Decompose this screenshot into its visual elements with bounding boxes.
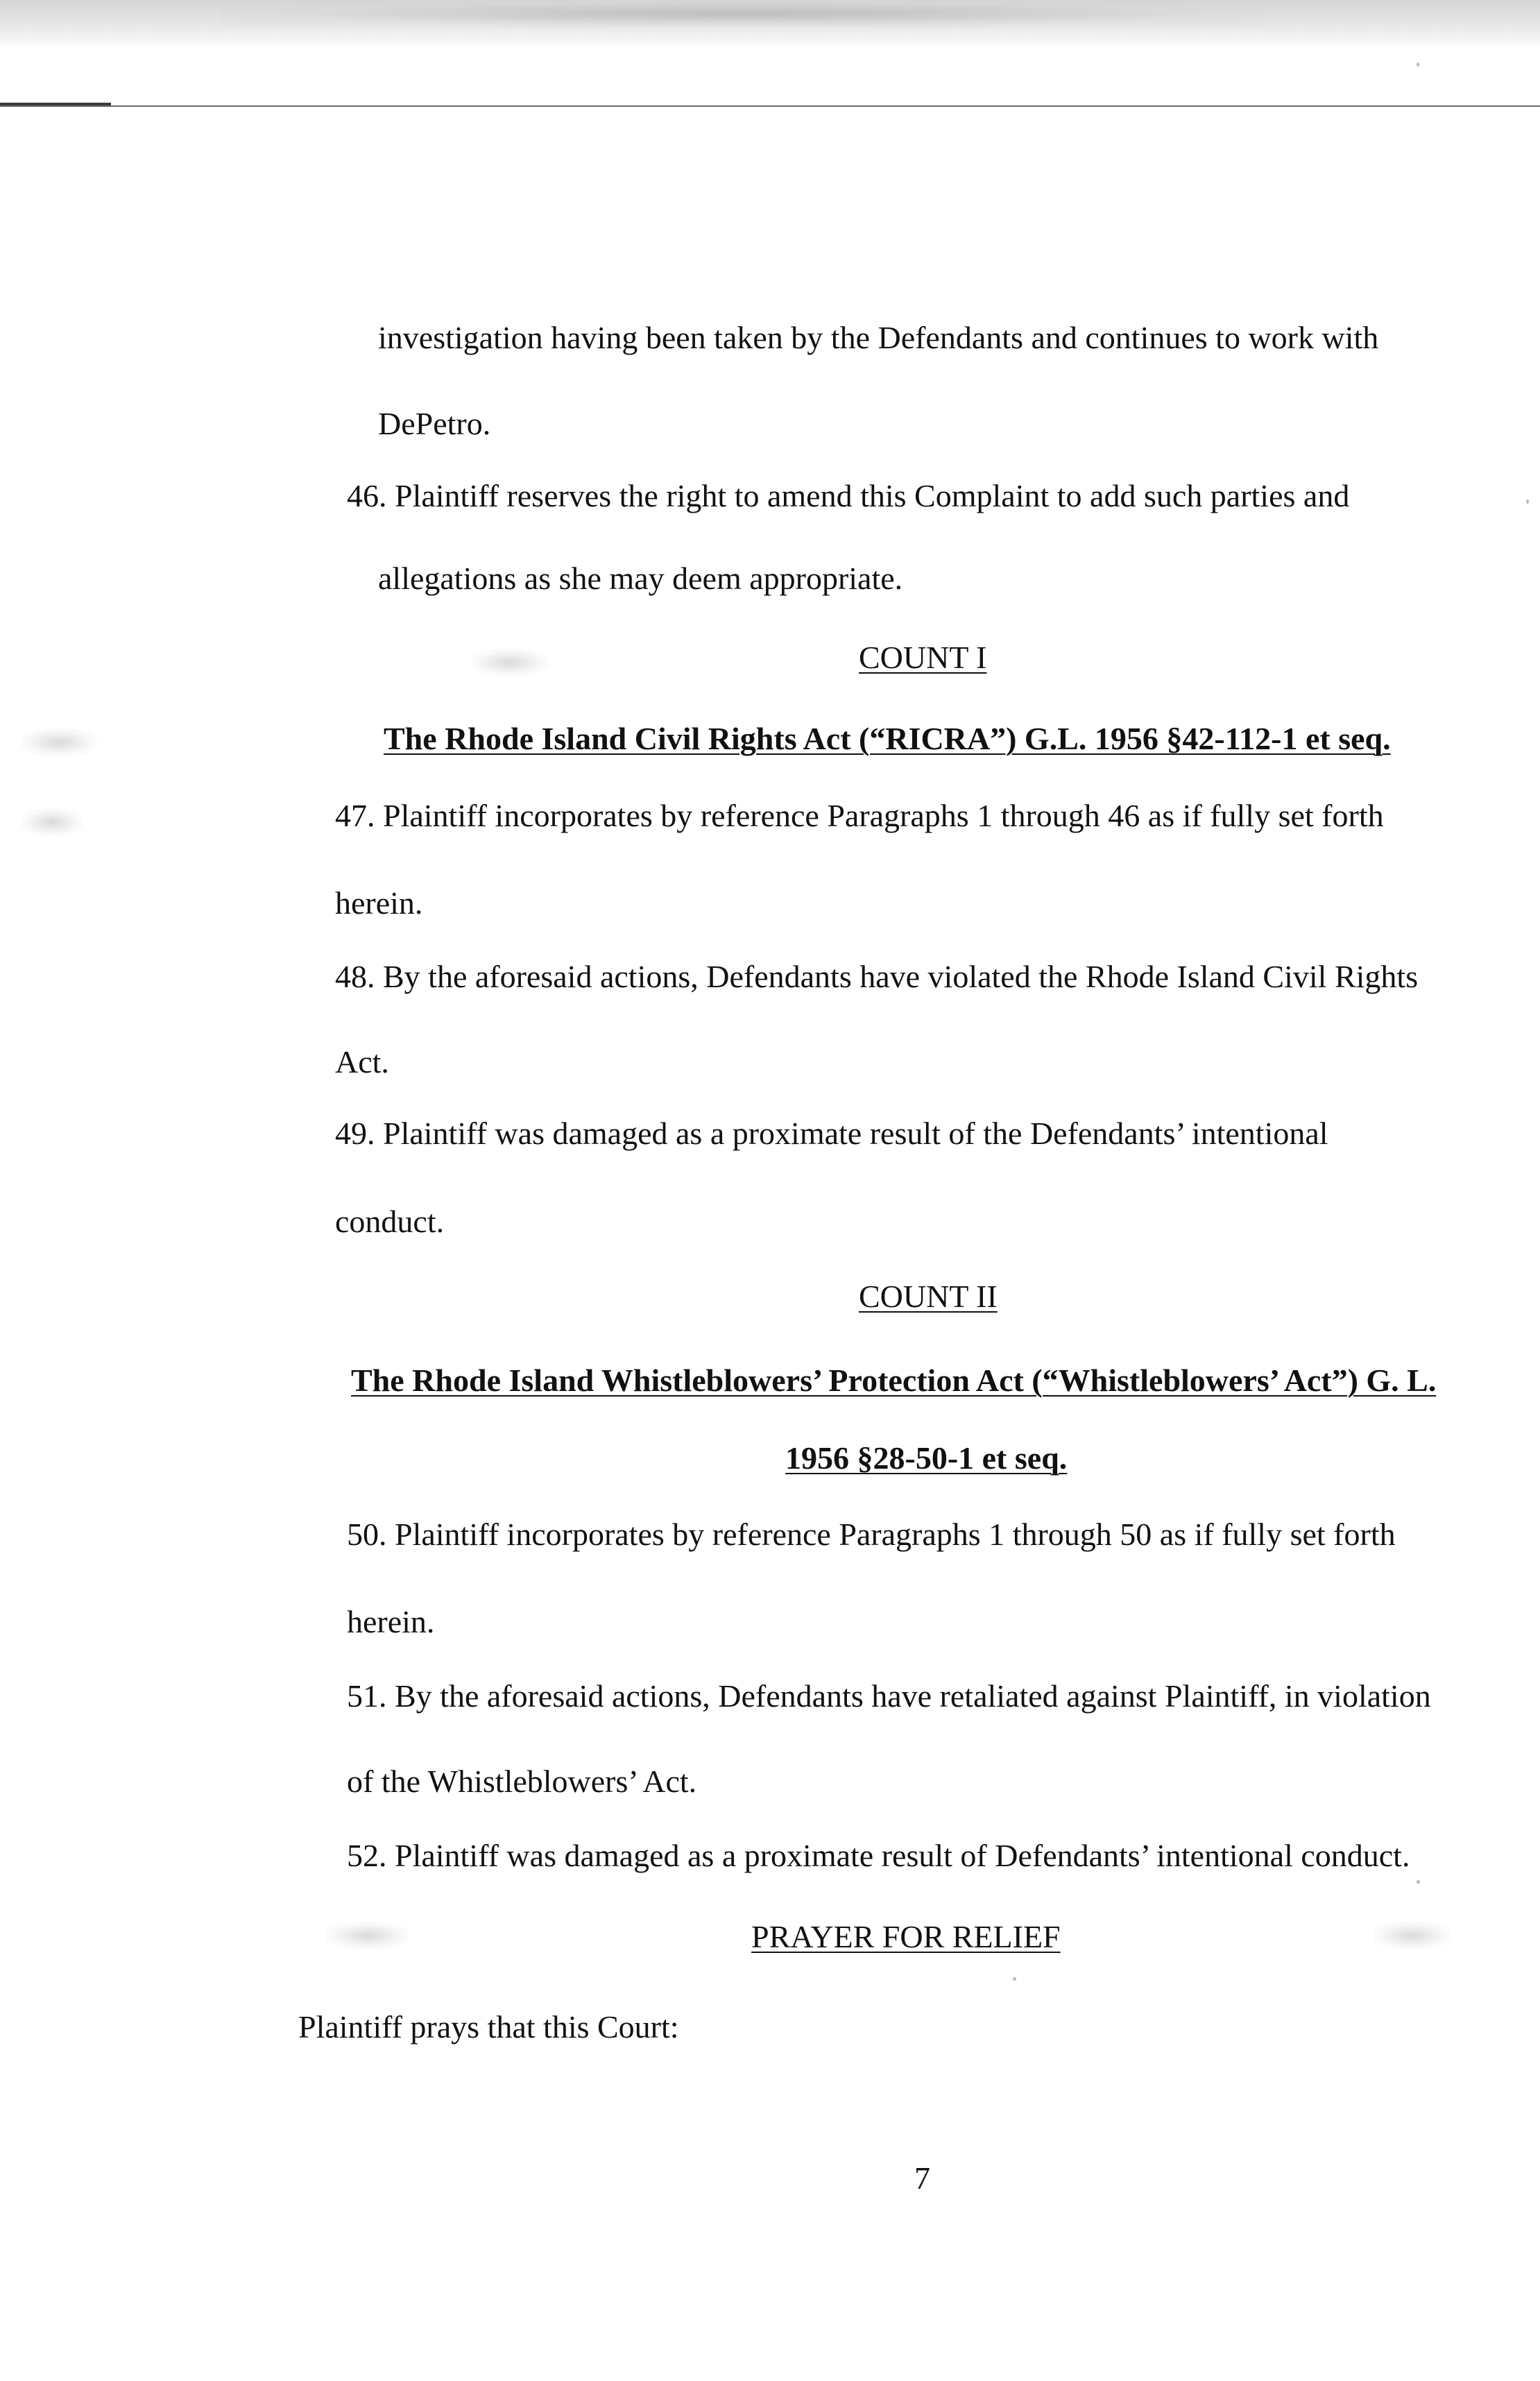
paragraph-46: 46. Plaintiff reserves the right to amend this Complaint to add such parties and (347, 478, 1350, 513)
page-number: 7 (914, 2160, 930, 2196)
scan-speck (1013, 1977, 1016, 1981)
count-1-heading: COUNT I (859, 640, 987, 675)
paragraph-51: of the Whistleblowers’ Act. (347, 1764, 697, 1799)
count-2-title: 1956 §28-50-1 et seq. (785, 1440, 1068, 1476)
prayer-intro: Plaintiff prays that this Court: (298, 2009, 679, 2045)
paragraph-45-continuation: DePetro. (378, 406, 491, 441)
count-2-heading: COUNT II (859, 1279, 998, 1314)
paragraph-48: Act. (335, 1044, 389, 1079)
scan-smudge (1374, 1922, 1450, 1949)
count-2-title: The Rhode Island Whistleblowers’ Protection Act (“Whistleblowers’ Act”) G. L. (351, 1363, 1437, 1398)
scan-edge-mark (0, 103, 111, 105)
scan-smudge (21, 728, 97, 756)
paragraph-47: herein. (335, 885, 423, 921)
scan-smudge (472, 649, 548, 676)
paragraph-50: 50. Plaintiff incorporates by reference Paragraphs 1 through 50 as if fully set forth (347, 1517, 1396, 1552)
scan-speck (1417, 62, 1419, 67)
paragraph-51: 51. By the aforesaid actions, Defendants have retaliated against Plaintiff, in violation (347, 1678, 1431, 1714)
paragraph-47: 47. Plaintiff incorporates by reference Paragraphs 1 through 46 as if fully set forth (335, 798, 1384, 833)
scan-edge-line (0, 105, 1540, 107)
paragraph-46: allegations as she may deem appropriate. (378, 561, 903, 596)
paragraph-50: herein. (347, 1604, 435, 1639)
scan-shadow-dark (222, 0, 1263, 28)
scan-speck (1526, 500, 1529, 504)
prayer-heading: PRAYER FOR RELIEF (751, 1919, 1061, 1954)
paragraph-45-continuation: investigation having been taken by the Defendants and continues to work with (378, 320, 1379, 355)
count-1-title: The Rhode Island Civil Rights Act (“RICRA”) G.L. 1956 §42-112-1 et seq. (384, 721, 1391, 756)
paragraph-48: 48. By the aforesaid actions, Defendants have violated the Rhode Island Civil Rights (335, 959, 1419, 994)
paragraph-49: 49. Plaintiff was damaged as a proximate result of the Defendants’ intentional (335, 1116, 1328, 1151)
paragraph-52: 52. Plaintiff was damaged as a proximate result of Defendants’ intentional conduct. (347, 1838, 1410, 1873)
scan-speck (1417, 1880, 1420, 1884)
scan-smudge (21, 808, 83, 836)
paragraph-49: conduct. (335, 1204, 445, 1239)
scan-smudge (326, 1922, 409, 1949)
